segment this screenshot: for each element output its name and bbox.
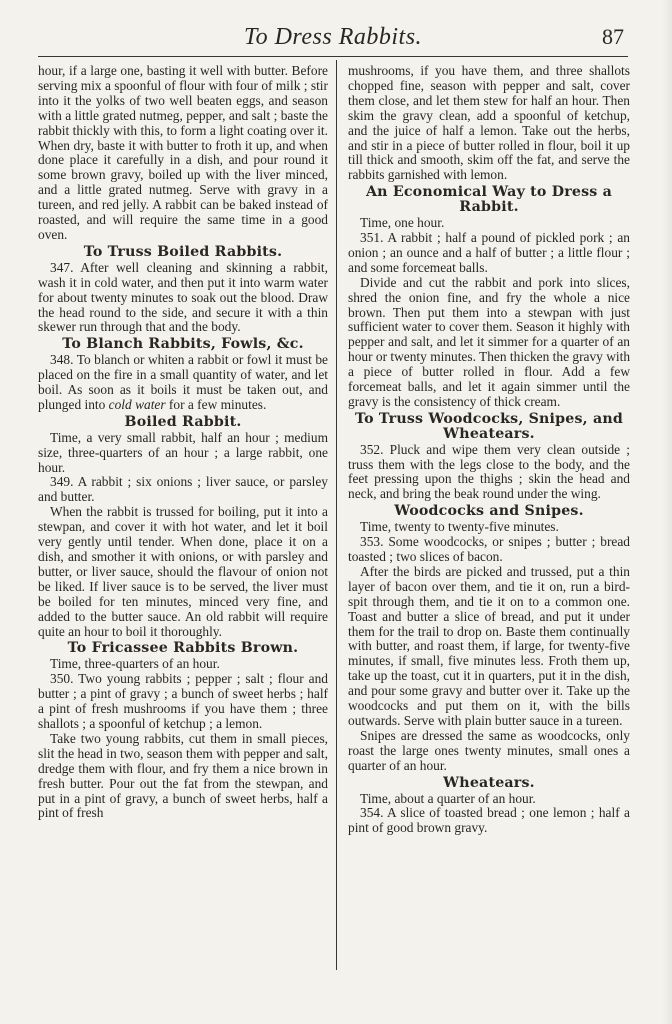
paragraph-348 xyxy=(38,353,328,413)
paragraph-349: 349. A rabbit ; six onions ; liver sauce, or parsley and butter. xyxy=(38,474,328,505)
time-wheatears: Time, about a quarter of an hour. xyxy=(360,790,536,806)
heading-blanch-rabbits: To Blanch Rabbits, Fowls, &c. xyxy=(62,336,304,353)
page-number: 87 xyxy=(602,24,624,49)
paragraph-353-method: After the birds are picked and trussed, put a thin layer of bacon over them, and tie it on, run a bird-spit through them, and tie it on to a common one. Toast and butter a slice of bread, and put it under them for the trail to drop on. Baste them continually with butter, and roast them, if large, for twenty-five minutes, if small, five minutes less. Froth them up, take up the toast, cut it in quarters, put it in the dish, and pour some gravy and butter over it. Take up the woodcocks and put them on it, with the bills outwards. Serve with plain butter sauce in a tureen. xyxy=(348,563,630,728)
heading-truss-woodcocks: To Truss Woodcocks, Snipes, and Wheatears. xyxy=(354,410,623,442)
left-column xyxy=(38,64,328,821)
paragraph-348-emphasis: cold water xyxy=(108,396,166,412)
paragraph-354: 354. A slice of toasted bread ; one lemon ; half a pint of good brown gravy. xyxy=(348,805,630,836)
paragraph-352: 352. Pluck and wipe them very clean outside ; truss them with the legs close to the body, and the feet pressing upon the thighs ; skin the head and neck, and bring the beak round under the wing. xyxy=(348,441,630,502)
time-boiled-rabbit: Time, a very small rabbit, half an hour ; medium size, three-quarters of an hour ; a large rabbit, one hour. xyxy=(38,429,328,475)
paragraph-350: 350. Two young rabbits ; pepper ; salt ; flour and butter ; a pint of gravy ; a bunch of sweet herbs ; half a pint of fresh mushrooms if you have them ; three shallots ; a spoonful of ketchup ; a lemon. xyxy=(38,671,328,731)
paragraph-350-continued: mushrooms, if you have them, and three shallots chopped fine, season with pepper and salt, cover them close, and let them stew for half an hour. Then skim the gravy clean, add a spoonful of ketchup, and the juice of half a lemon. Take out the herbs, and stir in a piece of butter rolled in flour, boil it up till thick and smooth, skim off the fat, and serve the rabbits garnished with lemon. xyxy=(348,63,630,183)
heading-fricassee-rabbits: To Fricassee Rabbits Brown. xyxy=(67,640,299,657)
right-column xyxy=(348,64,630,836)
paragraph-350-method: Take two young rabbits, cut them in small pieces, slit the head in two, season them with pepper and salt, dredge them with flour, and fry them a nice brown in fresh butter. Pour out the fat from the stewpan, and put in a pint of gravy, a bunch of sweet herbs, half a pint of fresh xyxy=(38,730,328,821)
time-woodcocks: Time, twenty to twenty-five minutes. xyxy=(360,519,559,535)
heading-wheatears: Wheatears. xyxy=(443,774,535,791)
paragraph-351-method: Divide and cut the rabbit and pork into slices, shred the onion fine, and fry the whole a nice brown. Then put them into a stewpan with just sufficient water to cover them. Season it highly with pepper and salt, and let it simmer for a quarter of an hour or twenty minutes. Then thicken the gravy with a piece of butter rolled in flour. Add a few forcemeat balls, and let it again simmer until the gravy is the consistency of thick cream. xyxy=(348,274,631,409)
heading-economical-rabbit: An Economical Way to Dress a Rabbit. xyxy=(365,184,613,216)
heading-truss-boiled-rabbits: To Truss Boiled Rabbits. xyxy=(83,243,283,260)
paragraph-348-text-a: 348. To blanch or whiten a rabbit or fowl it must be placed on the fire in a small quantity of water, and let boil. As soon as it boils it must be taken out, and plunged into xyxy=(38,352,328,412)
paragraph-353: 353. Some woodcocks, or snipes ; butter ; bread toasted ; two slices of bacon. xyxy=(348,534,630,564)
heading-woodcocks-snipes: Woodcocks and Snipes. xyxy=(394,503,584,520)
column-divider xyxy=(336,60,337,970)
time-economical: Time, one hour. xyxy=(360,215,445,231)
time-fricassee: Time, three-quarters of an hour. xyxy=(50,656,220,672)
paragraph-continued: hour, if a large one, basting it well with butter. Before serving mix a spoonful of flour with four of milk ; stir into it the yolks of two well beaten eggs, and season with a little grated nutmeg, pepper, and salt ; baste the rabbit thickly with this, to form a light coating over it. When dry, baste it with butter to froth it up, and when done place it carefully in a dish, and pour round it some brown gravy, boiled up with the liver minced, and a little grated nutmeg. Serve with gravy in a tureen, and red jelly. A rabbit can be baked instead of roasted, and will require the same time in a good oven. xyxy=(38,63,328,242)
page-edge-shadow xyxy=(662,0,672,1024)
paragraph-348-text-b: for a few minutes. xyxy=(165,396,267,412)
paragraph-353-snipes: Snipes are dressed the same as woodcocks, only roast the large ones twenty minutes, small ones a quarter of an hour. xyxy=(348,727,630,773)
paragraph-349-method: When the rabbit is trussed for boiling, put it into a stewpan, and cover it with hot water, and let it boil very gently until tender. When done, place it on a dish, and smother it with onions, or with parsley and butter, or liver sauce, should the flavour of onion not be liked. If liver sauce is to be served, the liver must be boiled for ten minutes, minced very fine, and added to the butter sauce. An old rabbit will require quite an hour to boil it thoroughly. xyxy=(38,504,328,639)
heading-boiled-rabbit: Boiled Rabbit. xyxy=(124,413,242,430)
running-header xyxy=(38,22,628,57)
paragraph-347: 347. After well cleaning and skinning a rabbit, wash it in cold water, and then put it into warm water for about twenty minutes to soak out the blood. Draw the head round to the side, and secure it with a thin skewer run through that and the body. xyxy=(38,259,328,335)
paragraph-351: 351. A rabbit ; half a pound of pickled pork ; an onion ; an ounce and a half of butter ; a little flour ; and some forcemeat balls. xyxy=(348,229,630,275)
running-title: To Dress Rabbits. xyxy=(243,24,423,50)
